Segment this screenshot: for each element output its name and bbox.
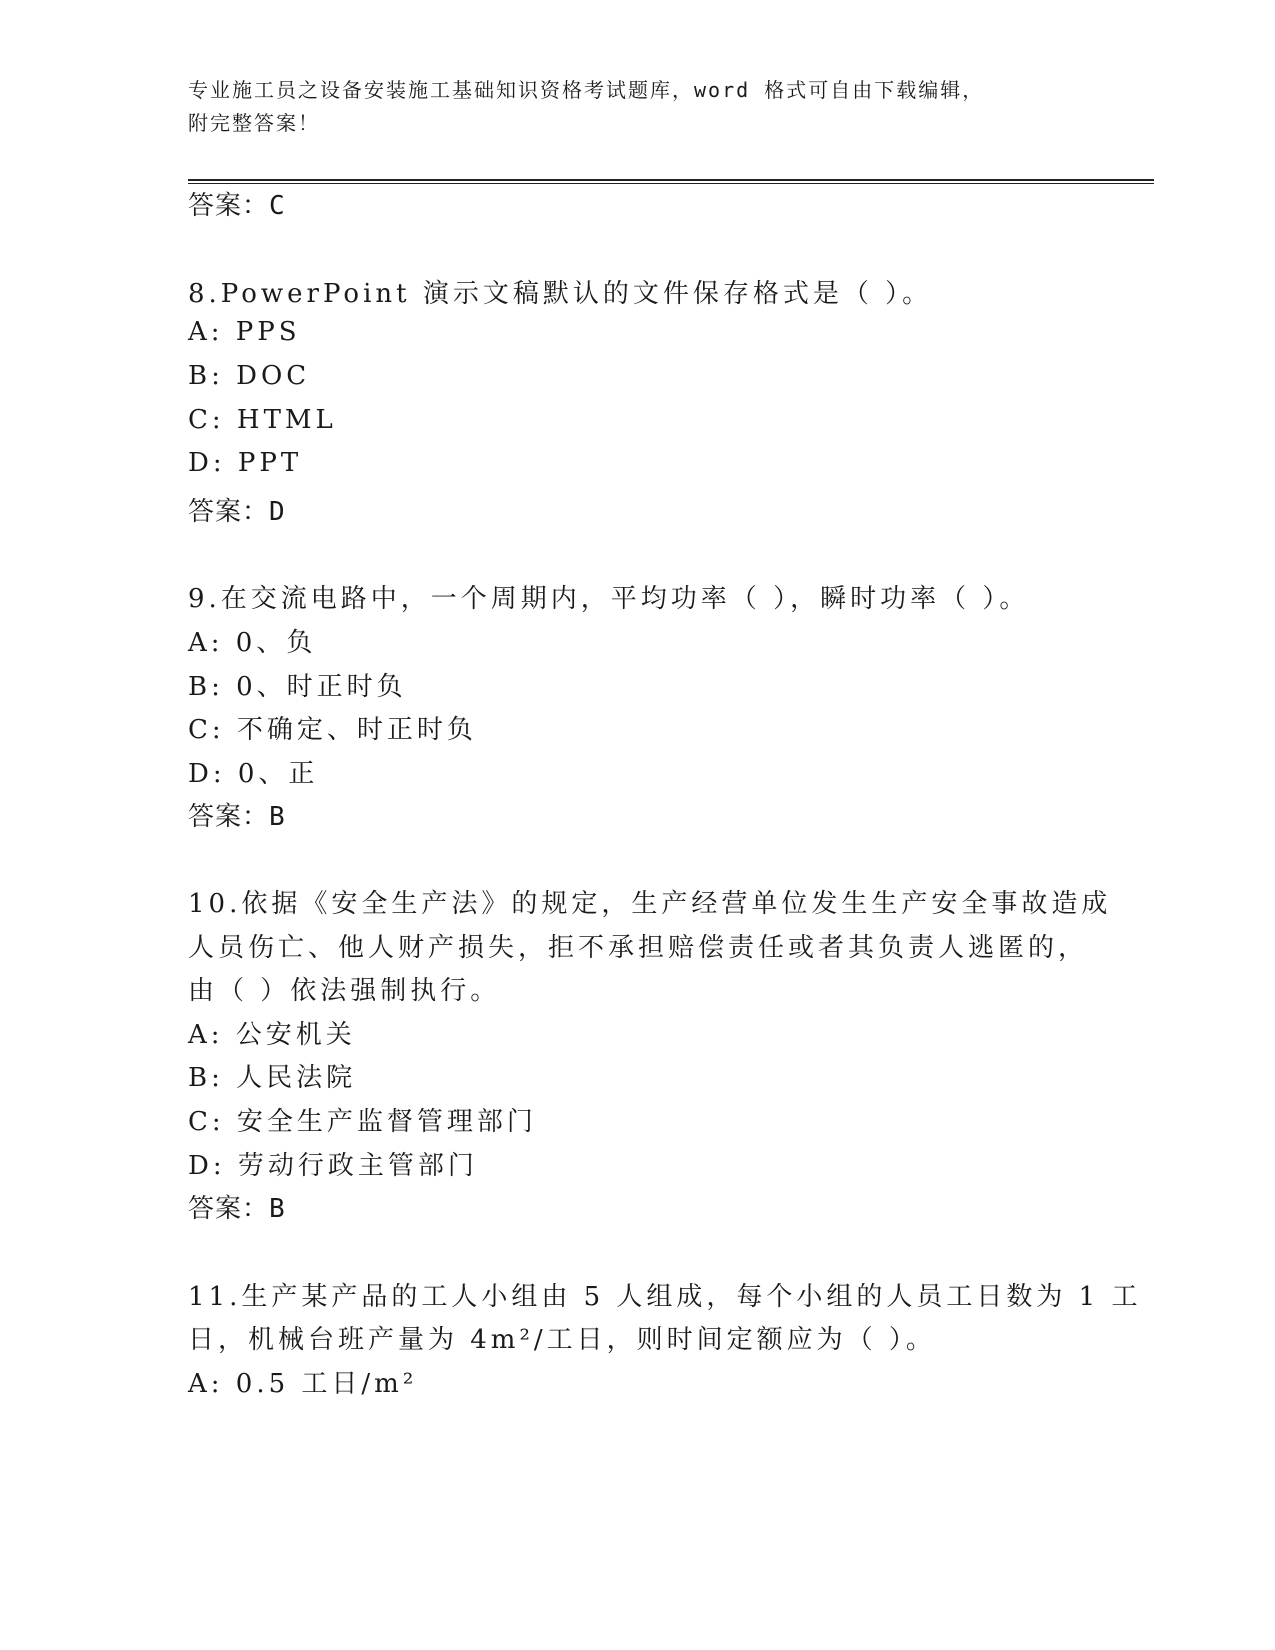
question-11-stem-line-2: 日，机械台班产量为 4m²/工日，则时间定额应为（ ）。 (188, 1325, 936, 1355)
question-8-option-c: C: HTML (188, 405, 337, 435)
header-divider (188, 179, 1154, 184)
answer-q8: 答案：D (188, 497, 286, 527)
answer-q9: 答案：B (188, 802, 286, 832)
question-10-stem-line-3: 由（ ）依法强制执行。 (188, 976, 501, 1006)
question-9-option-a: A: 0、负 (188, 628, 317, 658)
question-8-option-b: B: DOC (188, 361, 311, 391)
question-9-option-c: C: 不确定、时正时负 (188, 715, 477, 745)
question-8-stem: 8.PowerPoint 演示文稿默认的文件保存格式是（ ）。 (188, 279, 933, 309)
question-10-stem-line-2: 人员伤亡、他人财产损失，拒不承担赔偿责任或者其负责人逃匿的， (188, 933, 1089, 963)
question-10-option-c: C: 安全生产监督管理部门 (188, 1107, 537, 1137)
question-8-option-d: D: PPT (188, 448, 303, 478)
question-10-stem-line-1: 10.依据《安全生产法》的规定，生产经营单位发生生产安全事故造成 (188, 889, 1112, 919)
document-header (188, 74, 1088, 140)
header-line-2: 附完整答案！ (188, 111, 320, 135)
answer-q7: 答案：C (188, 191, 286, 221)
question-10-option-a: A: 公安机关 (188, 1020, 356, 1050)
header-line-1: 专业施工员之设备安装施工基础知识资格考试题库，word 格式可自由下载编辑， (188, 78, 985, 102)
question-9-option-b: B: 0、时正时负 (188, 672, 407, 702)
answer-q10: 答案：B (188, 1194, 286, 1224)
question-9-option-d: D: 0、正 (188, 759, 319, 789)
question-9-stem: 9.在交流电路中，一个周期内，平均功率（ ），瞬时功率（ ）。 (188, 584, 1030, 614)
question-11-option-a: A: 0.5 工日/m² (188, 1369, 418, 1399)
question-11-stem-line-1: 11.生产某产品的工人小组由 5 人组成，每个小组的人员工日数为 1 工 (188, 1282, 1142, 1312)
question-8-option-a: A: PPS (188, 317, 301, 347)
question-10-option-b: B: 人民法院 (188, 1063, 357, 1093)
question-10-option-d: D: 劳动行政主管部门 (188, 1151, 478, 1181)
